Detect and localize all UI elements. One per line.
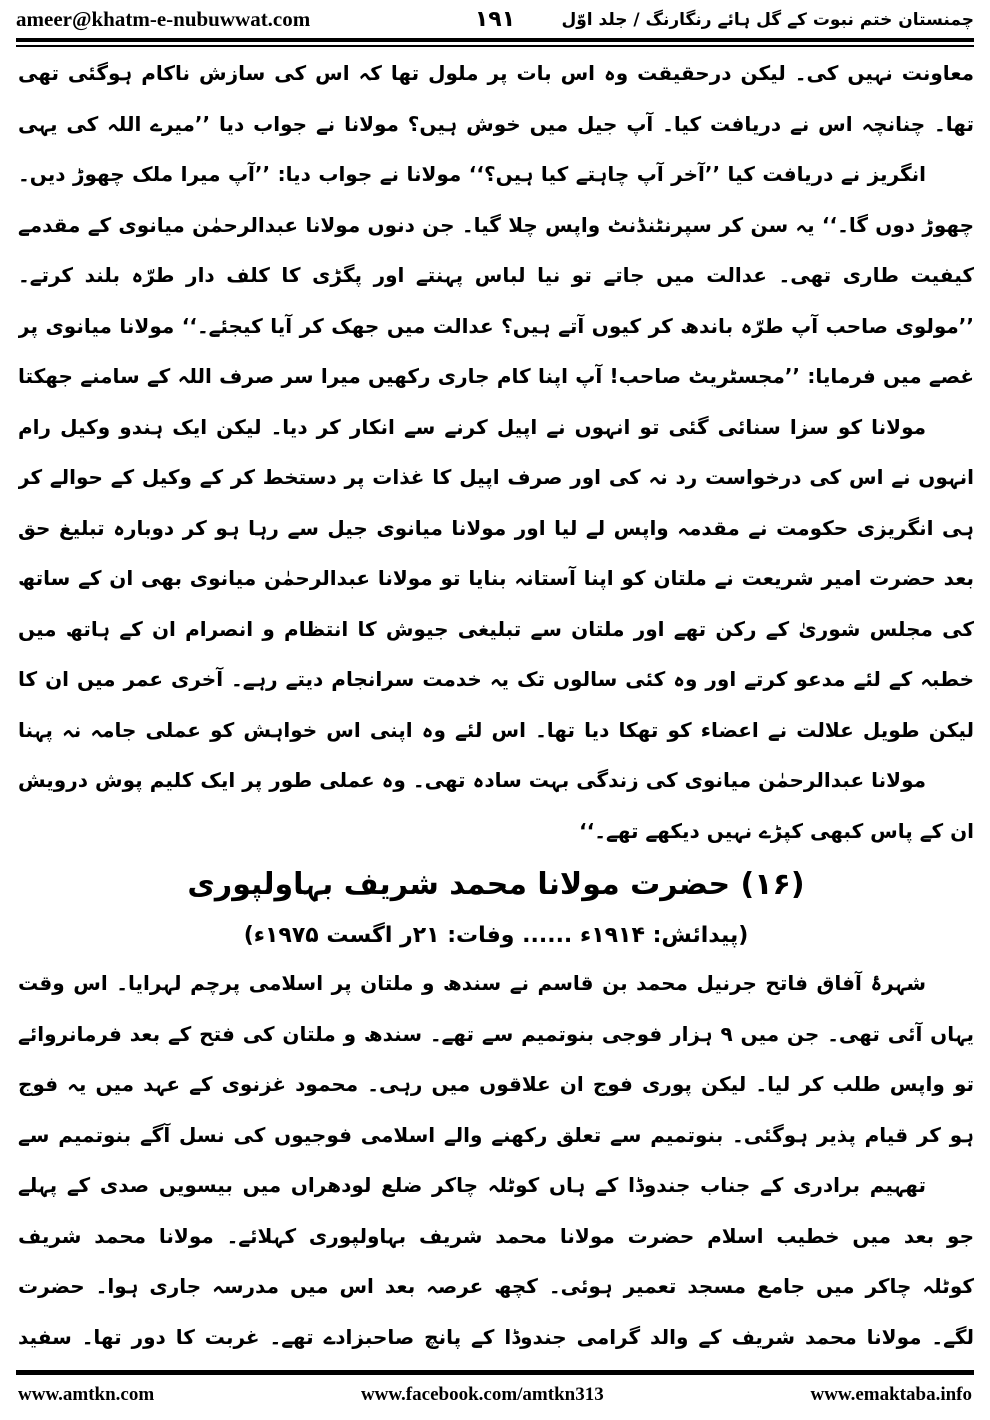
text-line: ہی انگریزی حکومت نے مقدمہ واپس لے لیا اور مولانا میانوی جیل سے رہا ہو کر دوبارہ تبلیغ حق: [18, 515, 974, 540]
text-line: یہاں آئی تھی۔ جن میں ۹ ہزار فوجی بنوتمیم سے تھے۔ سندھ و ملتان کی فتح کے بعد فرمانروائے: [18, 1021, 974, 1046]
text-line: خطبہ کے لئے مدعو کرتے اور وہ کئی سالوں تک یہ خدمت سرانجام دیتے رہے۔ آخری عمر میں ان کا: [18, 667, 974, 691]
text-line: کیفیت طاری تھی۔ عدالت میں جاتے تو نیا لباس پہنتے اور پگڑی کا کلف دار طرّہ بلند کرتے۔: [18, 263, 974, 287]
text-line: ان کے پاس کبھی کپڑے نہیں دیکھے تھے۔‘‘: [579, 818, 974, 843]
text-line: مولانا کو سزا سنائی گئی تو انہوں نے اپیل کرنے سے انکار کر دیا۔ لیکن ایک ہندو وکیل رام: [18, 414, 926, 439]
header-email: ameer@khatm-e-nubuwwat.com: [16, 6, 311, 31]
paragraph-2: [18, 958, 974, 1362]
text-line: چھوڑ دوں گا۔‘‘ یہ سن کر سپرنٹنڈنٹ واپس چلا گیا۔ جن دنوں مولانا عبدالرحمٰن میانوی کے مقدمے: [18, 212, 974, 237]
page-footer: [18, 1380, 972, 1410]
text-line: جو بعد میں خطیب اسلام حضرت مولانا محمد شریف بہاولپوری کہلائے۔ مولانا محمد شریف: [18, 1223, 974, 1248]
header-rule-thin: [16, 45, 974, 47]
paragraph-1: [18, 48, 974, 856]
text-line: معاونت نہیں کی۔ لیکن درحقیقت وہ اس بات پر ملول تھا کہ اس کی سازش ناکام ہوگئی تھی: [18, 61, 974, 85]
text-line: تو واپس طلب کر لیا۔ لیکن پوری فوج ان علاقوں میں رہی۔ محمود غزنوی کے عہد میں یہ فوج: [18, 1072, 974, 1096]
header-rule: [16, 38, 974, 42]
footer-rule: [16, 1370, 974, 1375]
text-line: کوٹلہ چاکر میں جامع مسجد تعمیر ہوئی۔ کچھ عرصہ بعد اس میں مدرسہ جاری ہوا۔ حضرت: [18, 1274, 974, 1298]
footer-link-facebook: www.facebook.com/amtkn313: [360, 1384, 604, 1405]
footer-link-emaktaba: www.emaktaba.info: [810, 1384, 972, 1405]
text-line: کی مجلس شوریٰ کے رکن تھے اور ملتان سے تبلیغی جیوش کا انتظام و انصرام ان کے ہاتھ میں: [18, 616, 974, 641]
page-header: [16, 4, 974, 34]
text-line: ہو کر قیام پذیر ہوگئی۔ بنوتمیم سے تعلق رکھنے والے اسلامی فوجیوں کی نسل آگے بنوتمیم سے: [18, 1122, 974, 1147]
book-title: چمنستان ختم نبوت کے گل ہائے رنگارنگ / جلد اوّل: [561, 9, 974, 30]
text-line: ’’مولوی صاحب آپ طرّہ باندھ کر کیوں آتے ہیں؟ عدالت میں جھک کر آیا کیجئے۔‘‘ مولانا میانوی پر: [18, 313, 974, 338]
text-line: انہوں نے اس کی درخواست رد نہ کی اور صرف اپیل کا غذات پر دستخط کر کے وکیل کے حوالے کر: [18, 465, 974, 489]
text-line: لگے۔ مولانا محمد شریف کے والد گرامی جندوڈا کے پانچ صاحبزادے تھے۔ غربت کا دور تھا۔ سفید: [18, 1324, 974, 1349]
text-line: غصے میں فرمایا: ’’مجسٹریٹ صاحب! آپ اپنا کام جاری رکھیں میرا سر صرف اللہ کے سامنے جھکتا: [18, 364, 974, 388]
section-dates: (پیدائش: ۱۹۱۴ء ...... وفات: ۲۱ر اگست ۱۹۷۵ء): [243, 923, 749, 948]
text-line: لیکن طویل علالت نے اعضاء کو تھکا دیا تھا۔ اس لئے وہ اپنی اس خواہش کو عملی جامہ نہ پہنا: [18, 717, 974, 742]
footer-link-amtkn: www.amtkn.com: [18, 1384, 155, 1405]
page-number: ۱۹۱: [474, 6, 516, 32]
page-body: [18, 48, 974, 1362]
text-line: تھہیم برادری کے جناب جندوڈا کے ہاں کوٹلہ چاکر ضلع لودھراں میں بیسویں صدی کے پہلے: [18, 1173, 926, 1197]
text-line: مولانا عبدالرحمٰن میانوی کی زندگی بہت سادہ تھی۔ وہ عملی طور پر ایک کلیم پوش درویش: [18, 768, 926, 792]
text-line: بعد حضرت امیر شریعت نے ملتان کو اپنا آستانہ بنایا تو مولانا عبدالرحمٰن میانوی بھی ان کے ساتھ: [18, 566, 974, 590]
text-line: تھا۔ چنانچہ اس نے دریافت کیا۔ آپ جیل میں خوش ہیں؟ مولانا نے جواب دیا ’’میرے اللہ کی یہی: [18, 111, 974, 136]
section-heading: (۱۶) حضرت مولانا محمد شریف بہاولپوری: [187, 867, 805, 902]
text-line: انگریز نے دریافت کیا ’’آخر آپ چاہتے کیا ہیں؟‘‘ مولانا نے جواب دیا: ’’آپ میرا ملک چھوڑ دیں۔: [18, 162, 926, 186]
text-line: شہرۂ آفاق فاتح جرنیل محمد بن قاسم نے سندھ و ملتان پر اسلامی پرچم لہرایا۔ اس وقت: [18, 971, 926, 995]
